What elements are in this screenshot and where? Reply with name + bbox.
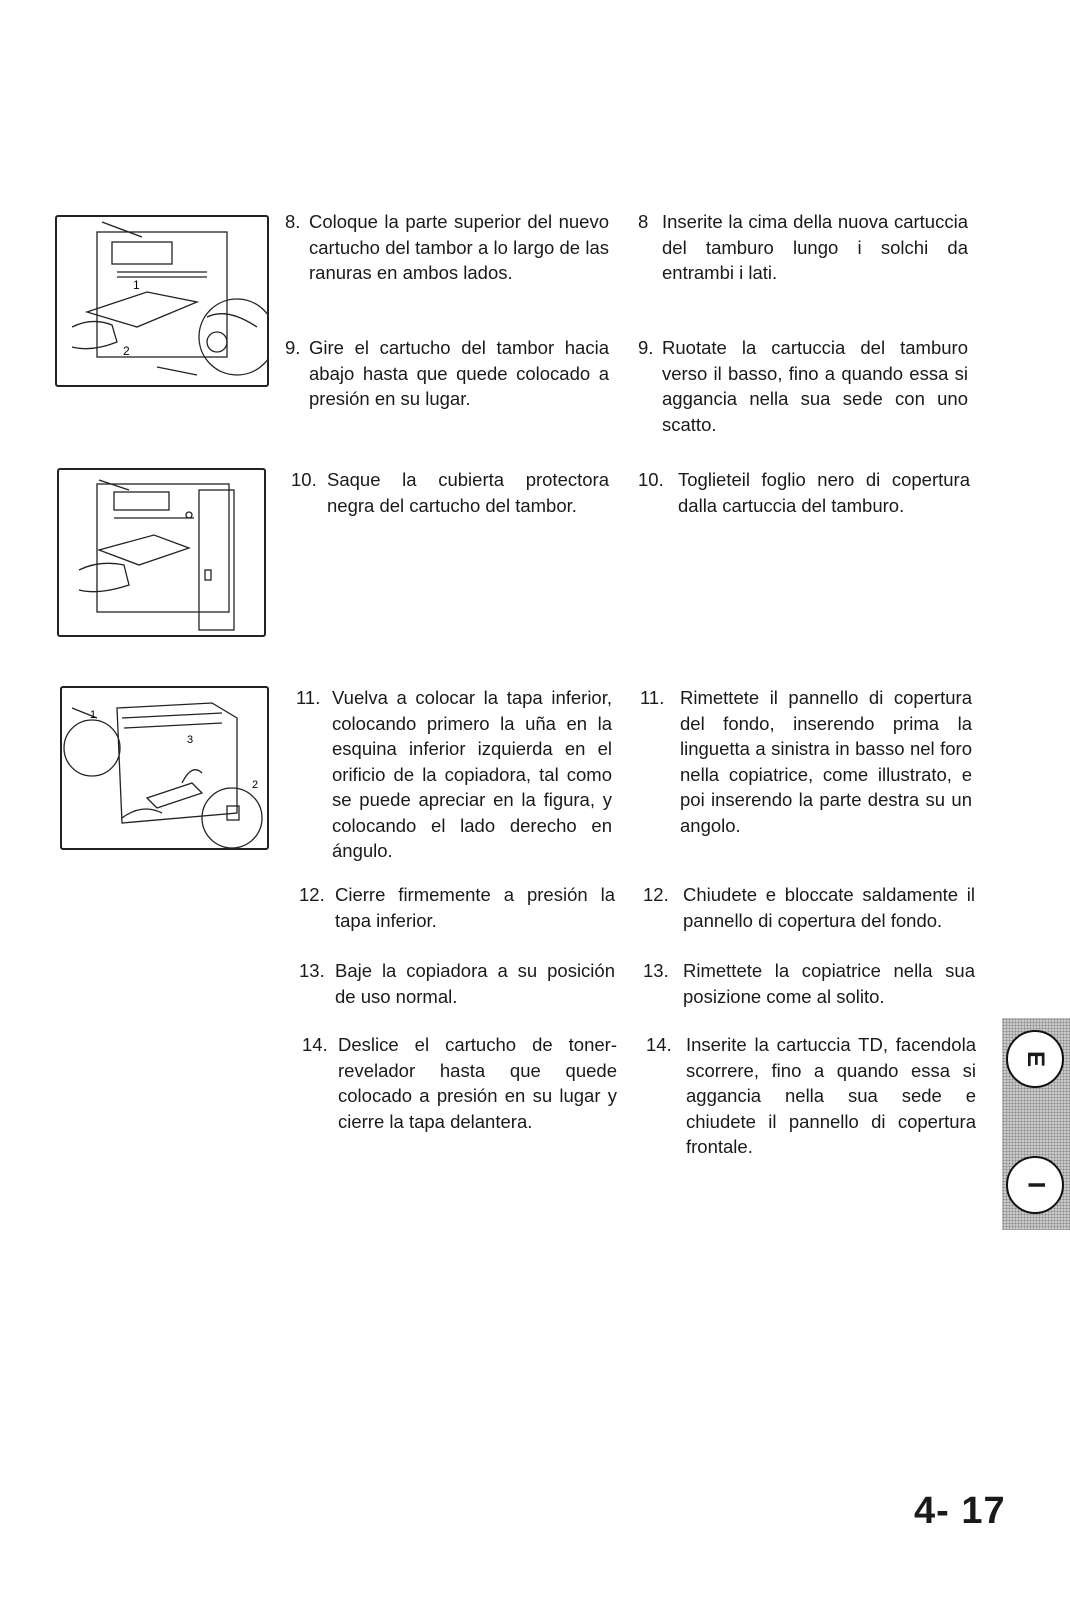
step-number: 12. bbox=[299, 884, 325, 905]
step-es-12 bbox=[299, 882, 615, 933]
step-number: 9. bbox=[638, 337, 654, 358]
figure-label: 2 bbox=[252, 779, 259, 791]
step-text: Vuelva a colocar la tapa inferior, colocando primero la uña en la esquina inferior izquierda en el orificio de la copiadora, tal como se puede apreciar en la figura, y colocando el lado derecho en ángulo. bbox=[332, 687, 612, 861]
figure-bottom-cover bbox=[60, 686, 269, 850]
language-tab-letter: E bbox=[1021, 1050, 1049, 1068]
step-number: 10. bbox=[291, 469, 317, 490]
step-number: 14. bbox=[302, 1034, 328, 1055]
language-tab bbox=[1002, 1018, 1070, 1230]
figure-remove-cover bbox=[57, 468, 266, 637]
step-number: 11. bbox=[640, 687, 665, 708]
step-text: Ruotate la cartuccia del tamburo verso il basso, fino a quando essa si aggancia nella sua sede con uno scatto. bbox=[662, 337, 968, 435]
step-it-9 bbox=[638, 335, 968, 437]
language-tab-i bbox=[1006, 1156, 1064, 1214]
step-es-10 bbox=[291, 467, 609, 518]
step-it-8 bbox=[638, 209, 968, 286]
step-text: Toglieteil foglio nero di copertura dalla cartuccia del tamburo. bbox=[678, 469, 970, 516]
step-text: Rimettete la copiatrice nella sua posizione come al solito. bbox=[683, 960, 975, 1007]
step-text: Saque la cubierta protectora negra del cartucho del tambor. bbox=[327, 469, 609, 516]
page-number: 4- 17 bbox=[914, 1490, 1006, 1532]
step-number: 8 bbox=[638, 211, 649, 232]
step-text: Cierre firmemente a presión la tapa inferior. bbox=[335, 884, 615, 931]
figure-remove-cover-drawing bbox=[59, 470, 264, 635]
step-number: 13. bbox=[299, 960, 325, 981]
step-it-14 bbox=[646, 1032, 976, 1160]
step-number: 11. bbox=[296, 687, 321, 708]
step-es-13 bbox=[299, 958, 615, 1009]
language-tab-letter: I bbox=[1021, 1181, 1049, 1189]
step-es-14 bbox=[302, 1032, 617, 1134]
step-it-12 bbox=[643, 882, 975, 933]
step-number: 12. bbox=[643, 884, 669, 905]
step-text: Inserite la cartuccia TD, facendola scorrere, fino a quando essa si aggancia nella sua sede e chiudete il pannello di copertura frontale. bbox=[686, 1034, 976, 1157]
step-text: Rimettete il pannello di copertura del fondo, inserendo prima la linguetta a sinistra in basso nel foro nella copiatrice, come illustrato, e poi inserendo la parte destra su un angolo. bbox=[680, 687, 972, 836]
figure-label: 1 bbox=[90, 709, 97, 721]
step-es-8 bbox=[285, 209, 609, 286]
figure-drum-insert bbox=[55, 215, 269, 387]
step-number: 13. bbox=[643, 960, 669, 981]
step-number: 8. bbox=[285, 211, 301, 232]
figure-label: 2 bbox=[123, 344, 130, 358]
step-es-11 bbox=[296, 685, 612, 864]
step-it-13 bbox=[643, 958, 975, 1009]
figure-bottom-cover-drawing bbox=[62, 688, 267, 848]
step-number: 10. bbox=[638, 469, 664, 490]
step-es-9 bbox=[285, 335, 609, 412]
figure-drum-insert-drawing bbox=[57, 217, 267, 385]
step-text: Coloque la parte superior del nuevo cartucho del tambor a lo largo de las ranuras en ambos lados. bbox=[309, 211, 609, 283]
figure-label: 3 bbox=[187, 734, 194, 746]
step-text: Chiudete e bloccate saldamente il pannello di copertura del fondo. bbox=[683, 884, 975, 931]
step-it-10 bbox=[638, 467, 970, 518]
step-it-11 bbox=[640, 685, 972, 838]
language-tab-e bbox=[1006, 1030, 1064, 1088]
step-number: 9. bbox=[285, 337, 301, 358]
figure-label: 1 bbox=[133, 278, 140, 292]
step-text: Baje la copiadora a su posición de uso normal. bbox=[335, 960, 615, 1007]
step-text: Inserite la cima della nuova cartuccia del tamburo lungo i solchi da entrambi i lati. bbox=[662, 211, 968, 283]
step-number: 14. bbox=[646, 1034, 672, 1055]
step-text: Gire el cartucho del tambor hacia abajo hasta que quede colocado a presión en su lugar. bbox=[309, 337, 609, 409]
step-text: Deslice el cartucho de toner-revelador hasta que quede colocado a presión en su lugar y cierre la tapa delantera. bbox=[338, 1034, 617, 1132]
